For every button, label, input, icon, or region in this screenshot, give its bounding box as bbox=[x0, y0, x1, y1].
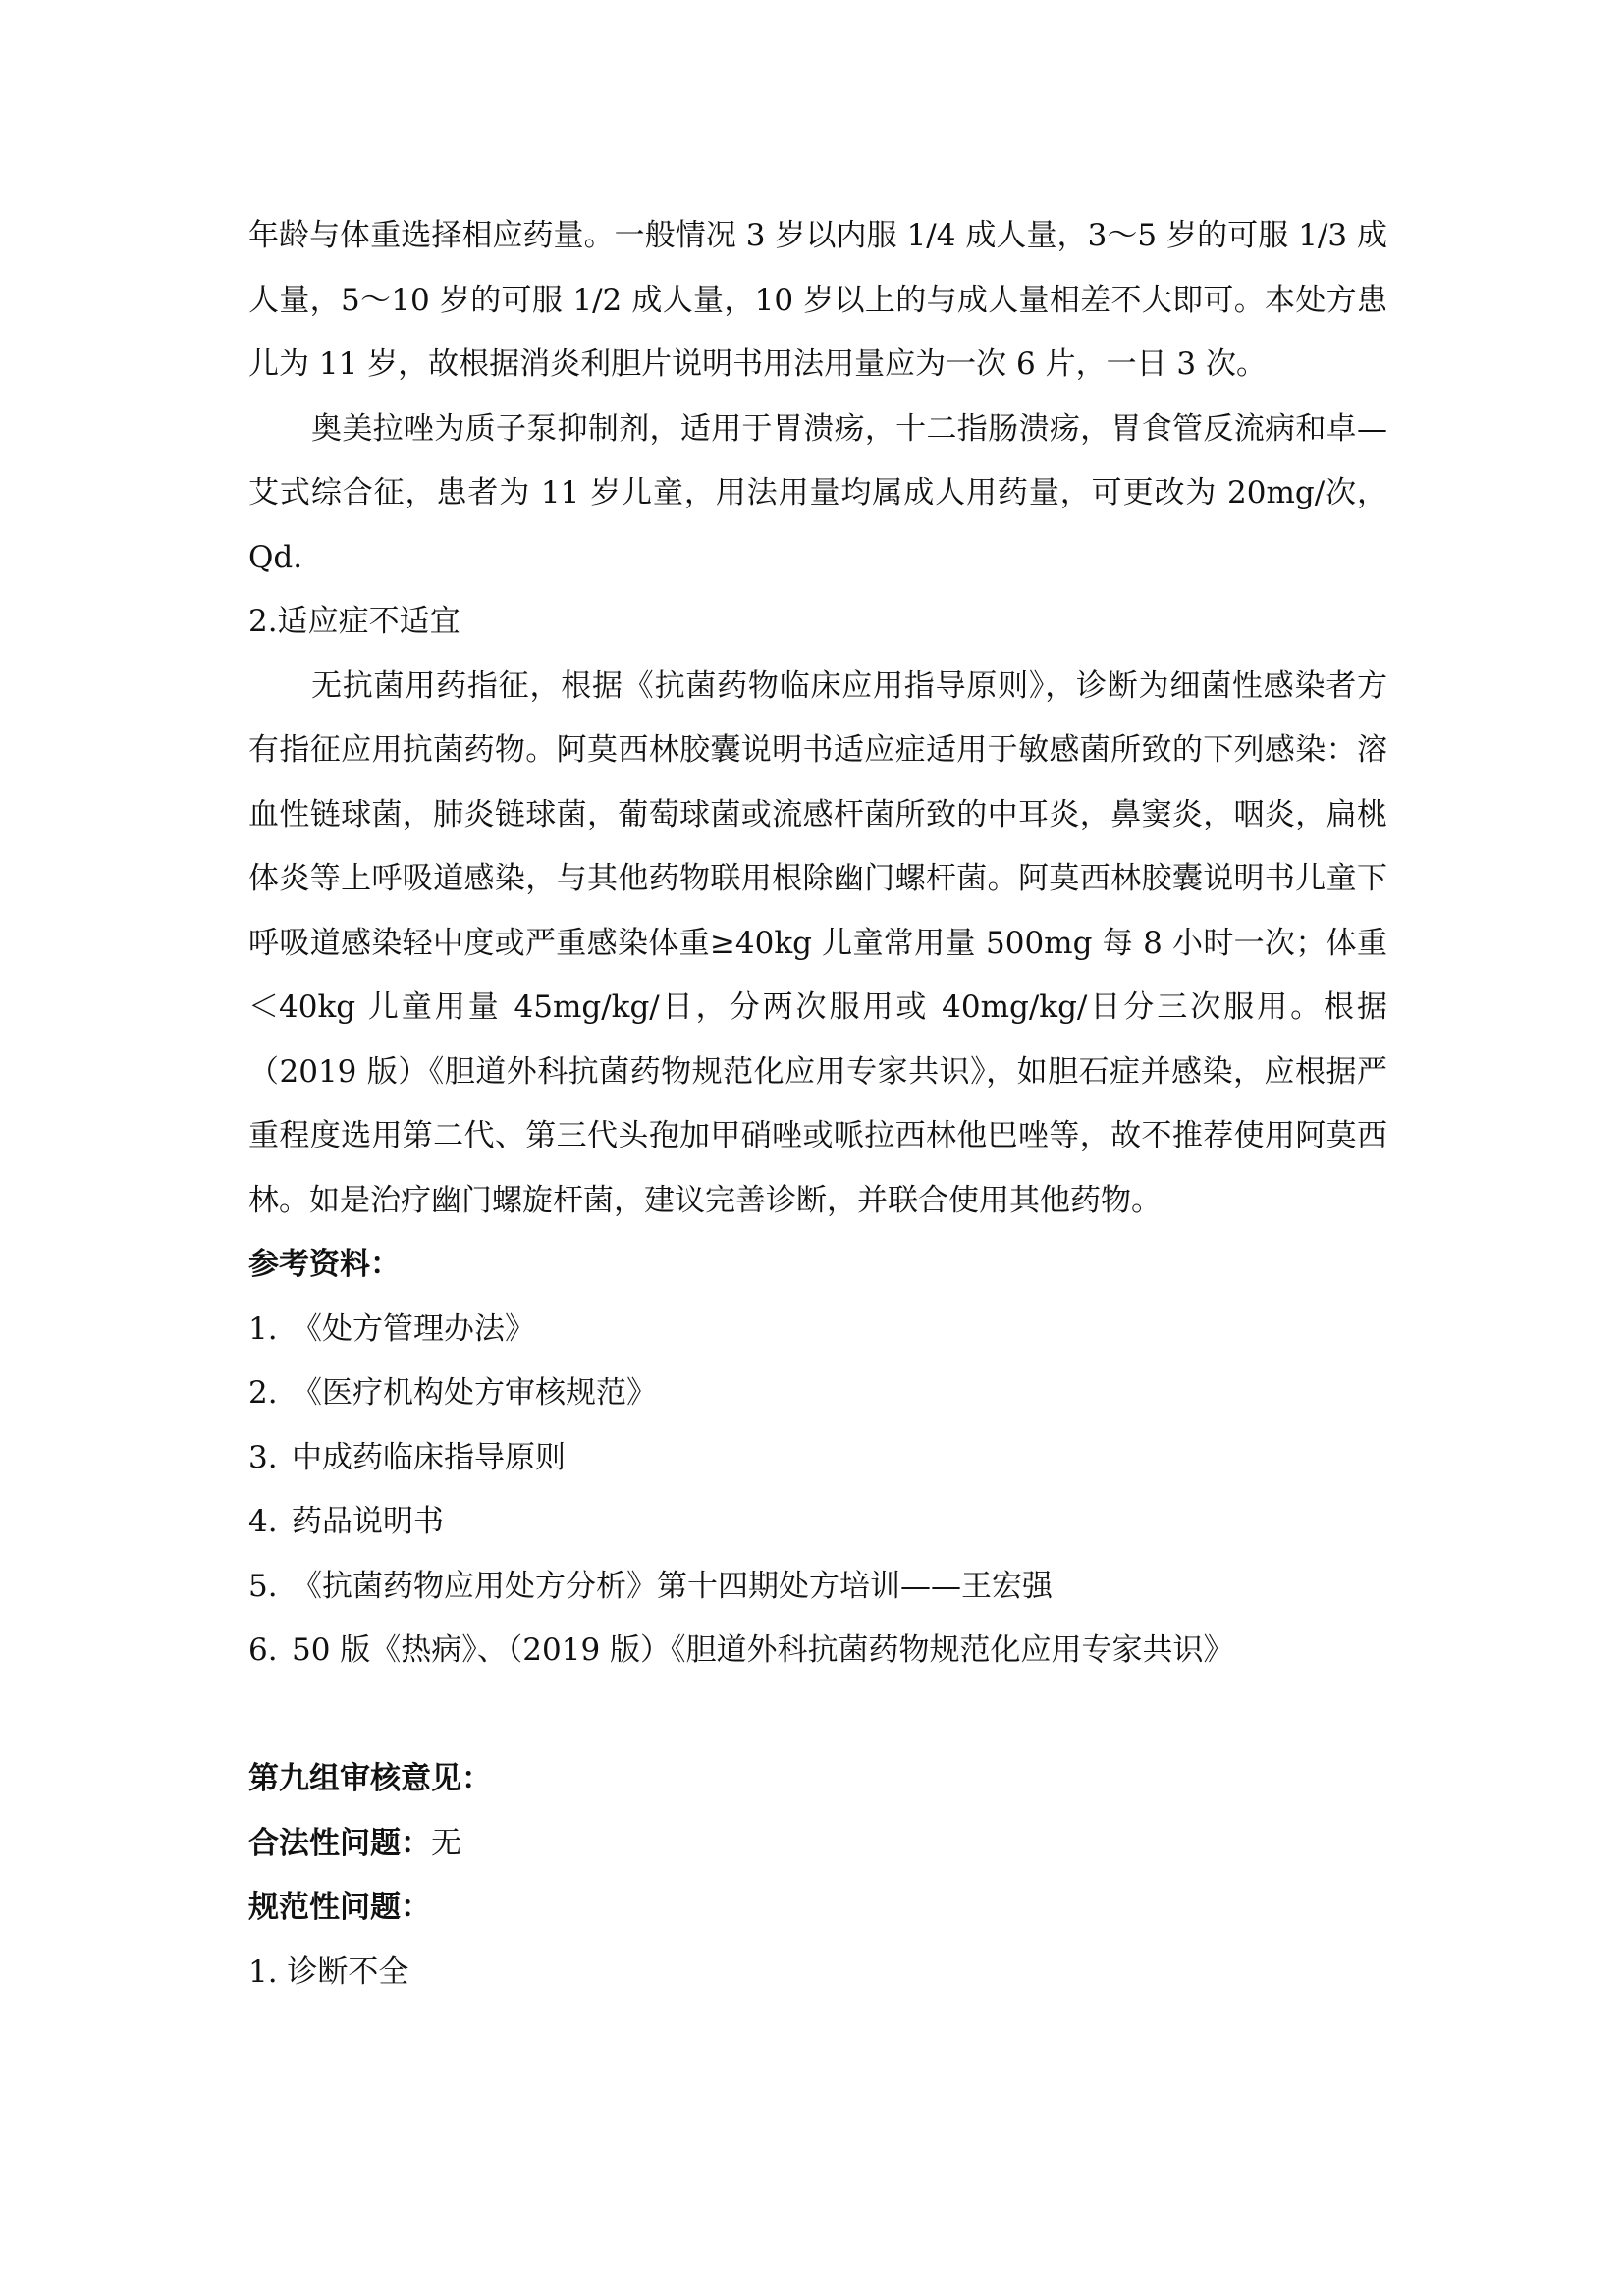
group9-heading: 第九组审核意见： bbox=[248, 1761, 492, 1796]
reference-number: 2. bbox=[248, 1375, 278, 1411]
reference-number: 5. bbox=[248, 1568, 278, 1604]
document-body bbox=[248, 204, 1387, 2004]
section-spacer bbox=[248, 1683, 1387, 1748]
reference-item-4 bbox=[248, 1490, 1387, 1555]
legality-label: 合法性问题： bbox=[248, 1825, 431, 1861]
reference-text: 《医疗机构处方审核规范》 bbox=[292, 1375, 657, 1411]
references-heading: 参考资料： bbox=[248, 1247, 401, 1282]
legality-value: 无 bbox=[431, 1825, 461, 1861]
reference-text: 中成药临床指导原则 bbox=[292, 1439, 566, 1475]
references-list bbox=[248, 1298, 1387, 1683]
reference-item-1 bbox=[248, 1298, 1387, 1362]
reference-text: 药品说明书 bbox=[292, 1504, 444, 1539]
paragraph-antibiotic: 无抗菌用药指征，根据《抗菌药物临床应用指导原则》，诊断为细菌性感染者方有指征应用抗菌药物。阿莫西林胶囊说明书适应症适用于敏感菌所致的下列感染：溶血性链球菌，肺炎链球菌，葡萄球菌或流感杆菌所致的中耳炎，鼻窦炎，咽炎，扁桃体炎等上呼吸道感染，与其他药物联用根除幽门螺杆菌。阿莫西林胶囊说明书儿童下呼吸道感染轻中度或严重感染体重≥40kg 儿童常用量 500mg 每 8 小时一次；体重＜40kg 儿童用量 45mg/kg/日，分两次服用或 40mg/kg/日分三次服用。根据（2019 版）《胆道外科抗菌药物规范化应用专家共识》，如胆石症并感染，应根据严重程度选用第二代、第三代头孢加甲硝唑或哌拉西林他巴唑等，故不推荐使用阿莫西林。如是治疗幽门螺旋杆菌，建议完善诊断，并联合使用其他药物。 bbox=[248, 667, 1387, 1218]
reference-item-2 bbox=[248, 1362, 1387, 1426]
reference-item-3 bbox=[248, 1426, 1387, 1491]
reference-number: 4. bbox=[248, 1504, 278, 1539]
legality-line bbox=[248, 1812, 1387, 1877]
reference-text: 50 版《热病》、（2019 版）《胆道外科抗菌药物规范化应用专家共识》 bbox=[292, 1632, 1234, 1668]
paragraph-dosage: 年龄与体重选择相应药量。一般情况 3 岁以内服 1/4 成人量，3～5 岁的可服 1/3 成人量，5～10 岁的可服 1/2 成人量，10 岁以上的与成人量相差不大即可。本处方患儿为 11 岁，故根据消炎利胆片说明书用法用量应为一次 6 片，一日 3 次。 bbox=[248, 218, 1387, 382]
norm-label: 规范性问题： bbox=[248, 1890, 431, 1925]
reference-text: 《抗菌药物应用处方分析》第十四期处方培训——王宏强 bbox=[292, 1568, 1053, 1604]
reference-number: 1. bbox=[248, 1310, 278, 1347]
heading-indication: 2.适应症不适宜 bbox=[248, 604, 460, 639]
reference-number: 6. bbox=[248, 1632, 278, 1668]
reference-item-6 bbox=[248, 1619, 1387, 1683]
reference-number: 3. bbox=[248, 1439, 278, 1475]
norm-item-1: 1. 诊断不全 bbox=[248, 1953, 409, 1990]
paragraph-omeprazole: 奥美拉唑为质子泵抑制剂，适用于胃溃疡，十二指肠溃疡，胃食管反流病和卓—艾式综合征，患者为 11 岁儿童，用法用量均属成人用药量，可更改为 20mg/次，Qd. bbox=[248, 410, 1387, 575]
reference-text: 《处方管理办法》 bbox=[292, 1310, 535, 1347]
reference-item-5 bbox=[248, 1555, 1387, 1620]
